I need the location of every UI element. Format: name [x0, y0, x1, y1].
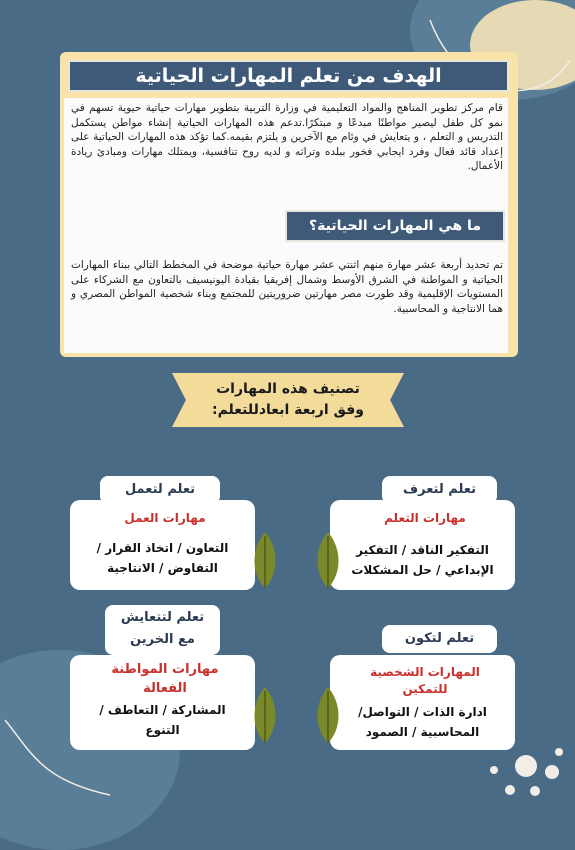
classification-text [172, 379, 404, 421]
skill-title-work: مهارات العمل [124, 511, 206, 525]
classification-line1: تصنيف هذه المهارات [216, 381, 360, 397]
leaf-icon [313, 530, 343, 590]
decorative-dot [530, 786, 540, 796]
skill-list-line: التفاوض / الانتاجية [107, 561, 218, 575]
classification-line2: وفق اربعة ابعادللتعلم: [211, 402, 365, 418]
tab-learn-to-know: تعلم لتعرف [382, 476, 497, 504]
decorative-dot [490, 766, 498, 774]
skill-list-line: الإبداعي / حل المشكلات [351, 563, 494, 577]
skill-list-line: المشاركة / التعاطف / [99, 703, 226, 717]
skill-title-line: مهارات المواطنة [111, 662, 219, 677]
skill-list-line: ادارة الذات / التواصل/ [358, 705, 487, 719]
skill-title-citizenship [80, 660, 250, 698]
skill-title-line: للتمكين [402, 682, 448, 696]
tab-line: مع الخرين [130, 632, 195, 647]
skill-list-work [75, 538, 250, 578]
tab-learn-to-be: تعلم لتكون [382, 625, 497, 653]
tab-learn-to-live-together [105, 605, 220, 655]
skill-title-learning: مهارات التعلم [384, 511, 466, 525]
leaf-icon [250, 685, 280, 745]
skill-list-line: التنوع [145, 723, 180, 737]
page-title: الهدف من تعلم المهارات الحياتية [68, 60, 509, 92]
decorative-dot [545, 765, 559, 779]
skill-list-line: التعاون / اتخاذ القرار / [96, 541, 229, 555]
skill-list-learning [335, 540, 510, 580]
decorative-dot [505, 785, 515, 795]
decorative-dot [515, 755, 537, 777]
what-is-title: ما هي المهارات الحياتية؟ [285, 210, 505, 242]
skill-title-line: الفعالة [143, 681, 187, 696]
skill-title-personal [340, 664, 510, 698]
leaf-icon [250, 530, 280, 590]
skill-list-personal [335, 702, 510, 742]
skill-list-line: المحاسبية / الصمود [365, 725, 480, 739]
tab-learn-to-work: تعلم لتعمل [100, 476, 220, 504]
skill-list-citizenship [75, 700, 250, 740]
decorative-dot [555, 748, 563, 756]
tab-line: تعلم لتتعايش [120, 610, 205, 625]
what-is-paragraph: تم تحديد أربعة عشر مهارة منهم اثنتي عشر مهارة حياتية موضحة في المخطط التالي ببناء المهارات الحياتية و المواطنة في الشرق الأوسط وشمال إفريقيا بقيادة اليونيسيف بالتعاون مع الشركاء على المستويات الإقليمية وقد طورت مصر مهارتين ضروريتين للمجتمع وبناء شخصية المواطن المصري و هما الانتاجية و المحاسبية. [71, 259, 503, 315]
skill-title-line: المهارات الشخصية [370, 665, 480, 679]
skill-list-line: التفكير الناقد / التفكير [356, 543, 489, 557]
leaf-icon [313, 685, 343, 745]
intro-paragraph: قام مركز تطوير المناهج والمواد التعليمية في وزارة التربية بتطوير مهارات حياتية حيوية تسهم في نمو كل طفل ليصير مواطنًا مبدعًا و مبتكرًا.تدعم هذه المهارات الحياتية إنشاء مواطن يستكمل التدريس و التعلم ، و يتعايش في وئام مع الآخرين و يلتزم بقيمه.كما تؤكد هذه المهارات الحياتية على إعداد قائد فعال وفرد ايجابي فخور ببلده وتراثه و لديه روح تنافسية، ويمتلك مهارات ومبادئ ريادة الأعمال. [71, 102, 503, 172]
